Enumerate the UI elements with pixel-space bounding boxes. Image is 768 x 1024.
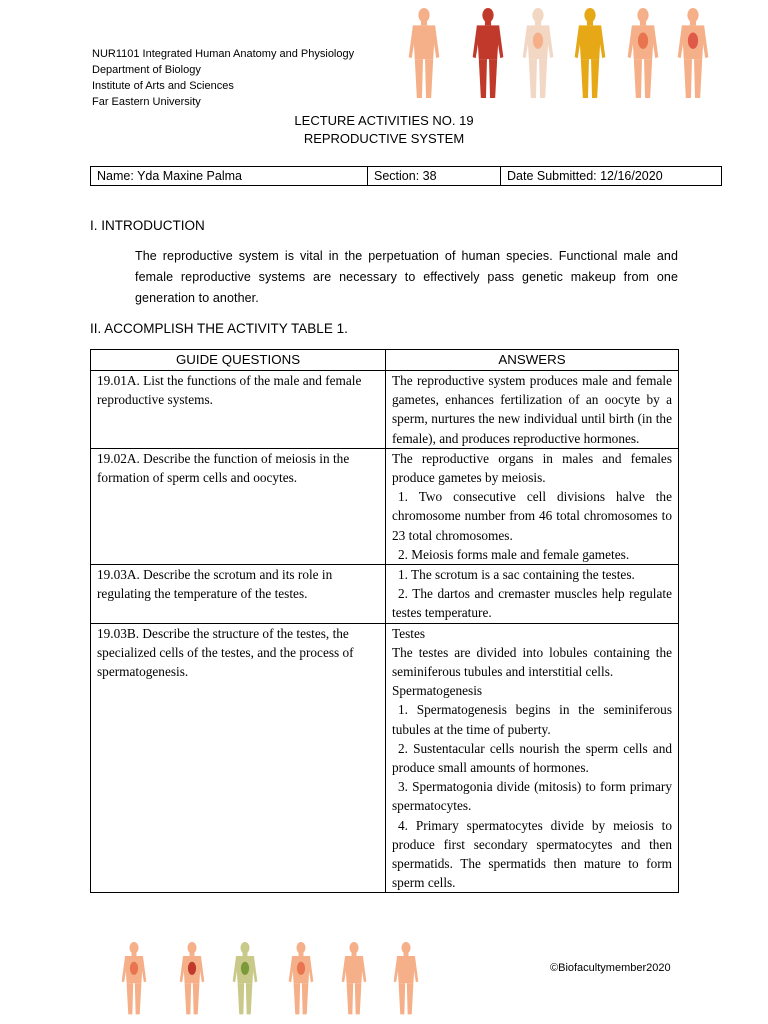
student-name: Name: Yda Maxine Palma (91, 167, 368, 186)
university-name: Far Eastern University (92, 96, 201, 108)
female-figure-icon (394, 942, 419, 1014)
introduction-heading: I. INTRODUCTION (90, 218, 205, 233)
table-row (91, 565, 679, 624)
answer-line: 2. The dartos and cremaster muscles help regulate testes temperature. (392, 586, 672, 621)
institute-name: Institute of Arts and Sciences (92, 80, 234, 92)
activity-table (90, 349, 679, 893)
answer-line: Spermatogenesis (392, 683, 483, 699)
answer-line: The reproductive organs in males and females produce gametes by meiosis. (392, 450, 672, 486)
date-submitted: Date Submitted: 12/16/2020 (501, 167, 722, 186)
table-row (91, 371, 679, 449)
guide-question: 19.02A. Describe the function of meiosis in the formation of sperm cells and oocytes. (91, 448, 386, 564)
answer-line: 1. Spermatogenesis begins in the seminiferous tubules at the time of puberty. (392, 702, 672, 737)
activity-heading: II. ACCOMPLISH THE ACTIVITY TABLE 1. (90, 321, 348, 336)
introduction-text: The reproductive system is vital in the perpetuation of human species. Functional male and female reproductive systems are necessary to effectively pass genetic makeup from one generation to another. (135, 249, 678, 305)
course-name: NUR1101 Integrated Human Anatomy and Physiology (92, 48, 355, 60)
guide-question: 19.01A. List the functions of the male and female reproductive systems. (91, 371, 386, 449)
skin-figure-icon (409, 8, 440, 98)
skeleton-figure-icon (523, 8, 554, 98)
answer-line: 1. Two consecutive cell divisions halve the chromosome number from 46 total chromosomes to 23 total chromosomes. (392, 489, 672, 543)
digestive-figure-icon (122, 942, 147, 1014)
answer-line: Testes (392, 625, 426, 641)
answer-cell (386, 565, 679, 624)
organ-figure-icon (628, 8, 659, 98)
guide-question: 19.03A. Describe the scrotum and its role in regulating the temperature of the testes. (91, 565, 386, 624)
column-header-questions: GUIDE QUESTIONS (91, 350, 386, 371)
answer-cell (386, 623, 679, 893)
body-systems-illustration-bottom (108, 940, 433, 1018)
table-row (91, 448, 679, 564)
answer-line: The testes are divided into lobules containing the seminiferous tubules and interstitial cells. (392, 644, 672, 680)
title-line-2: REPRODUCTIVE SYSTEM (303, 131, 465, 146)
student-info-table (90, 166, 722, 186)
answer-line: 3. Spermatogonia divide (mitosis) to form primary spermatocytes. (392, 779, 672, 814)
answer-cell (386, 448, 679, 564)
student-section: Section: 38 (368, 167, 501, 186)
reproductive-figure-icon (342, 942, 367, 1014)
urinary-figure-icon (289, 942, 314, 1014)
circulatory-figure-icon (180, 942, 205, 1014)
answer-line: The reproductive system produces male and female gametes, enhances fertilization of an oocyte by a sperm, nurtures the new individual until birth (in the female), and produces reproductive hormones. (392, 373, 672, 446)
department-name: Department of Biology (92, 64, 201, 76)
column-header-answers: ANSWERS (386, 350, 679, 371)
answer-line: 1. The scrotum is a sac containing the testes. (398, 567, 635, 583)
answer-line: 2. Sustentacular cells nourish the sperm cells and produce small amounts of hormones. (392, 740, 672, 776)
answer-line: 2. Meiosis forms male and female gametes. (398, 546, 630, 562)
copyright-notice: ©Biofacultymember2020 (550, 962, 671, 974)
body-systems-illustration-top (400, 4, 720, 104)
title-line-1: LECTURE ACTIVITIES NO. 19 (294, 113, 474, 128)
guide-question: 19.03B. Describe the structure of the testes, the specialized cells of the testes, and the process of spermatogenesis. (91, 623, 386, 893)
page-title (0, 112, 768, 148)
table-row (91, 623, 679, 893)
muscle-figure-icon (473, 8, 504, 98)
course-header (92, 46, 354, 110)
answer-line: 4. Primary spermatocytes divide by meiosis to produce first secondary spermatocytes and then spermatids. The spermatids then mature to form sperm cells. (392, 817, 672, 891)
nervous-figure-icon (575, 8, 606, 98)
lymphatic-figure-icon (233, 942, 258, 1014)
respiratory-figure-icon (678, 8, 709, 98)
answer-cell (386, 371, 679, 449)
